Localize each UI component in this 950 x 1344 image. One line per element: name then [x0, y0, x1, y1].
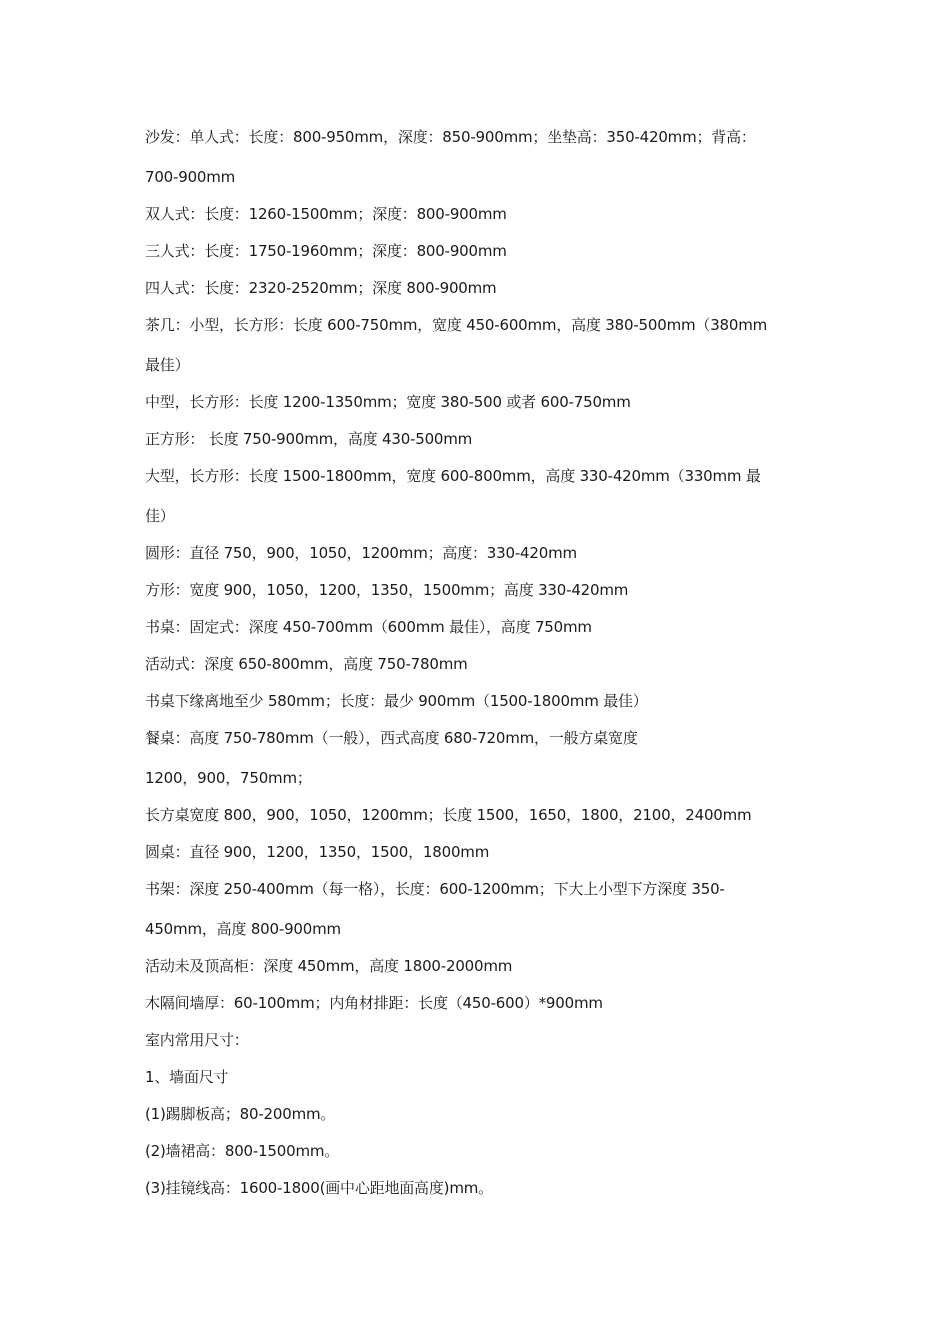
text-line: 室内常用尺寸： [145, 1031, 249, 1049]
text-line: 700-900mm [145, 168, 236, 186]
document-body [145, 126, 807, 1214]
text-line: 长方桌宽度 800，900，1050，1200mm；长度 1500，1650，1800，2100，2400mm [145, 806, 752, 824]
text-line: 1、墙面尺寸 [145, 1068, 229, 1086]
text-line: 1200，900，750mm； [145, 769, 312, 787]
text-line: 书桌下缘离地至少 580mm；长度：最少 900mm（1500-1800mm 最佳） [145, 692, 648, 710]
text-line: 四人式：长度：2320-2520mm；深度 800-900mm [145, 279, 497, 297]
text-line: 最佳） [145, 356, 190, 374]
text-line: (3)挂镜线高：1600-1800(画中心距地面高度)mm。 [145, 1179, 493, 1197]
text-line: 书桌：固定式：深度 450-700mm（600mm 最佳），高度 750mm [145, 618, 592, 636]
text-line: (2)墙裙高：800-1500mm。 [145, 1142, 340, 1160]
text-line: 沙发：单人式：长度：800-950mm，深度：850-900mm；坐垫高：350-420mm；背高： [145, 128, 756, 146]
text-line: 书架：深度 250-400mm（每一格），长度：600-1200mm；下大上小型下方深度 350- [145, 880, 725, 898]
text-line: 餐桌：高度 750-780mm（一般），西式高度 680-720mm，一般方桌宽度 [145, 729, 638, 747]
text-line: (1)踢脚板高；80-200mm。 [145, 1105, 336, 1123]
text-line: 圆桌：直径 900，1200，1350，1500，1800mm [145, 843, 490, 861]
text-line: 双人式：长度：1260-1500mm；深度：800-900mm [145, 205, 507, 223]
text-line: 木隔间墙厚：60-100mm；内角材排距：长度（450-600）*900mm [145, 994, 603, 1012]
text-line: 方形：宽度 900，1050，1200，1350，1500mm；高度 330-420mm [145, 581, 629, 599]
text-line: 佳） [145, 507, 175, 525]
text-line: 大型，长方形：长度 1500-1800mm，宽度 600-800mm，高度 330-420mm（330mm 最 [145, 467, 761, 485]
text-line: 活动未及顶高柜：深度 450mm，高度 1800-2000mm [145, 957, 513, 975]
text-line: 正方形： 长度 750-900mm，高度 430-500mm [145, 430, 473, 448]
text-line: 茶几：小型，长方形：长度 600-750mm，宽度 450-600mm，高度 380-500mm（380mm [145, 316, 768, 334]
text-line: 450mm，高度 800-900mm [145, 920, 341, 938]
text-line: 圆形：直径 750，900，1050，1200mm；高度：330-420mm [145, 544, 577, 562]
text-line: 中型，长方形：长度 1200-1350mm；宽度 380-500 或者 600-750mm [145, 393, 631, 411]
text-line: 活动式：深度 650-800mm，高度 750-780mm [145, 655, 468, 673]
text-line: 三人式：长度：1750-1960mm；深度：800-900mm [145, 242, 507, 260]
